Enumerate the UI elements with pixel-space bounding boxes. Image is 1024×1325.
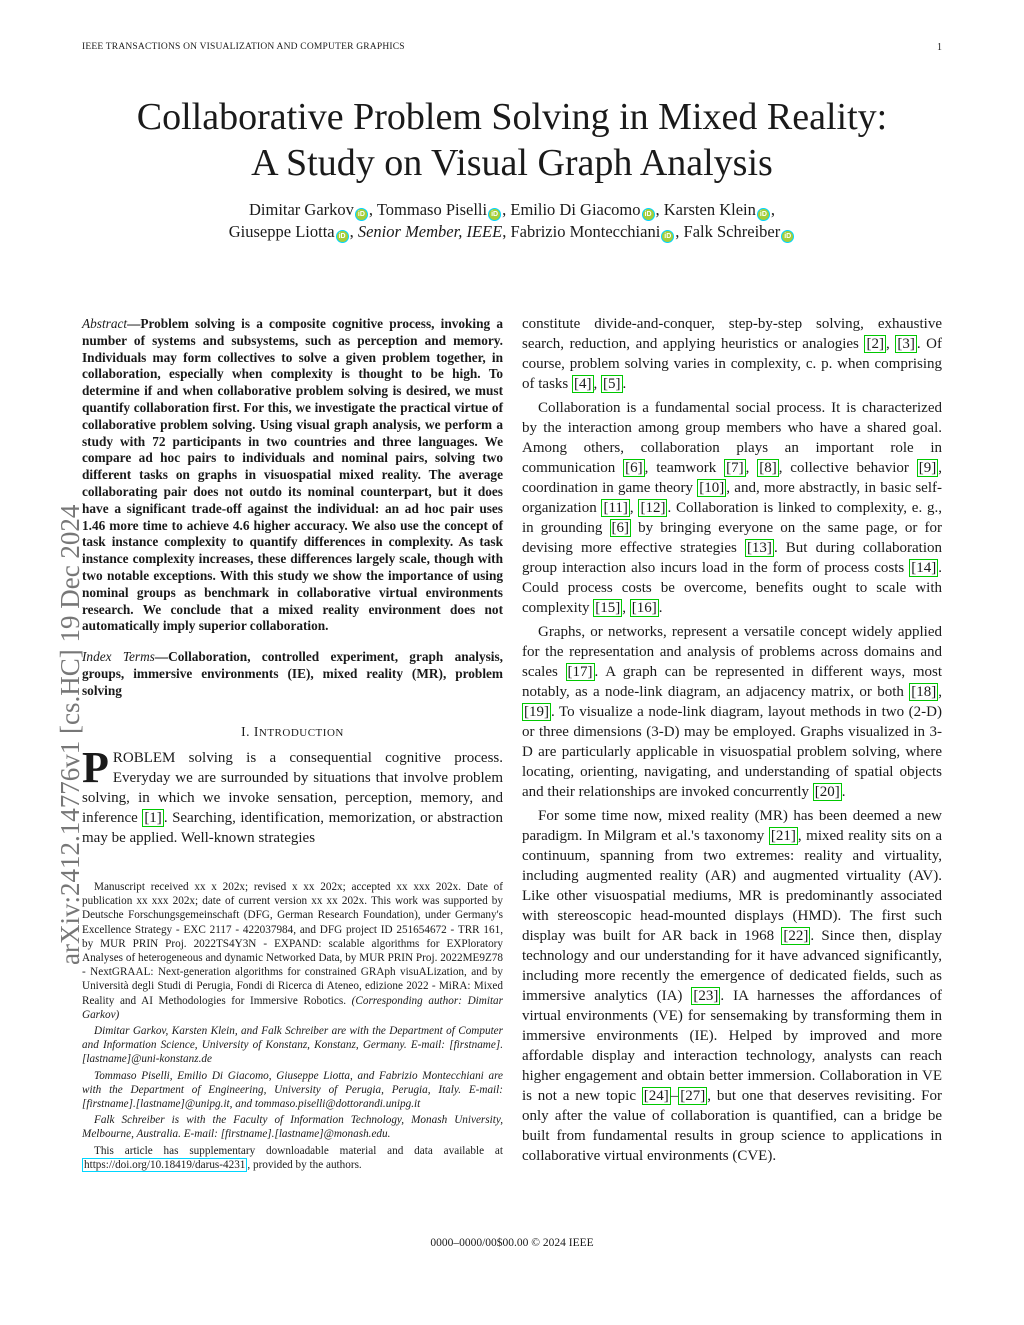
index-terms-text: —Collaboration, controlled experiment, graph analysis, groups, immersive environments (IE), mixed reality (MR), problem solving bbox=[82, 649, 503, 698]
citation-link[interactable]: [12] bbox=[640, 500, 666, 516]
citation-link[interactable]: [6] bbox=[611, 520, 630, 536]
index-terms-label: Index Terms bbox=[82, 649, 155, 665]
text-run: . bbox=[841, 784, 846, 800]
funding-footnote bbox=[82, 880, 503, 1022]
drop-cap: P bbox=[82, 742, 109, 792]
affiliation-footnote: Dimitar Garkov, Karsten Klein, and Falk Schreiber are with the Department of Computer and Information Science, University of Konstanz, Konstanz, Germany. E-mail: [firstname].[lastname]@uni-konstanz.de bbox=[82, 1025, 503, 1066]
abstract-text: —Problem solving is a composite cognitive process, invoking a number of systems and subsystems, such as perception and memory. Individuals may form collectives to solve a given problem together, in collaboration, especially when complexity is thought to be high. To determine if and when collaborative problem solving is desired, we must quantify collaboration first. For this, we investigate the practical virtue of collaborative problem solving. Using visual graph analysis, we perform a study with 72 participants in two countries and three languages. We compare ad hoc pairs to individuals and nominal pairs, solving two different tasks on graphs in visuospatial mixed reality. The average collaborating pair does not outdo its nominal counterpart, but it does have a significant trade-off against the individual: an ad hoc pair uses 1.46 more time to achieve 4.6 higher accuracy. We also use the concept of task instance complexity to quantify differences in complexity. As task instance complexity increases, these differences largely scale, though with two notable exceptions. With this study we show the importance of using nominal groups as benchmark in collaborative virtual environments research. We conclude that a mixed reality environment does not automatically imply superior collaboration. bbox=[82, 316, 503, 634]
author-line-1: Dimitar Garkov iD , Tommaso Piselli iD , Emilio Di Giacomo iD , Karsten Klein iD , bbox=[248, 200, 775, 219]
index-terms bbox=[82, 649, 503, 699]
text-run: . Searching, identification, memorization, or abstraction may be applied. Well-known strategies bbox=[82, 809, 503, 846]
text-run: by bringing everyone on the same page, or for devising more effective strategies bbox=[522, 520, 942, 556]
citation-link[interactable]: [10] bbox=[699, 480, 725, 496]
orcid-icon[interactable]: iD bbox=[757, 208, 770, 221]
title-line-2: A Study on Visual Graph Analysis bbox=[251, 142, 773, 184]
corresponding-author: (Corresponding author: Dimitar Garkov) bbox=[82, 994, 503, 1021]
footnotes bbox=[82, 880, 503, 1174]
author-name: Giuseppe Liotta bbox=[228, 222, 335, 241]
copyright-footer: 0000–0000/00$00.00 © 2024 IEEE bbox=[430, 1237, 594, 1249]
text-run: Collaboration is a fundamental social process. It is characterized by the interaction among group members who have a shared goal. Among others, collaboration plays an important role in communication bbox=[522, 400, 942, 476]
paragraph bbox=[522, 398, 942, 618]
text-run: , bbox=[885, 336, 896, 352]
text-run: . Collaboration is linked to complexity, e. g., in grounding bbox=[522, 500, 942, 536]
author-line-2: Giuseppe Liotta iD , Senior Member, IEEE, Fabrizio Montecchiani iD , Falk Schreiber iD bbox=[0, 221, 1024, 243]
citation-link[interactable]: [5] bbox=[603, 376, 621, 392]
citation-link[interactable]: [24] bbox=[643, 1088, 669, 1104]
text-run: . Could process costs be overcome, benefits ought to scale with complexity bbox=[522, 560, 942, 616]
text-run: ROBLEM solving is a consequential cognitive process. Everyday we are surrounded by situations that involve problem solving, in which we invoke sensation, perception, memory, and inference bbox=[82, 749, 503, 826]
intro-paragraph bbox=[82, 742, 503, 848]
abstract-label: Abstract bbox=[82, 316, 128, 331]
text-run: , bbox=[938, 684, 942, 700]
text-run: , bbox=[629, 500, 639, 516]
text-run: , bbox=[593, 376, 601, 392]
text-run: , and, more abstractly, in basic self-organization bbox=[522, 480, 942, 516]
left-column bbox=[82, 316, 503, 848]
author-name: Falk Schreiber bbox=[683, 222, 781, 241]
paragraph bbox=[522, 622, 942, 802]
orcid-icon[interactable]: iD bbox=[355, 208, 368, 221]
citation-link[interactable]: [22] bbox=[783, 928, 809, 944]
citation-link[interactable]: [9] bbox=[918, 460, 937, 476]
text-run: Graphs, or networks, represent a versatile concept widely applied for the representation and analysis of problems across domains and scales bbox=[522, 624, 942, 680]
section-title-rest: NTRODUCTION bbox=[258, 726, 344, 739]
citation-link[interactable]: [15] bbox=[595, 600, 621, 616]
orcid-icon[interactable]: iD bbox=[781, 230, 794, 243]
author-role: Senior Member, IEEE bbox=[357, 222, 503, 241]
text-run: . But during collaboration group interaction also incurs load in the form of process costs bbox=[522, 540, 942, 576]
author-name: Tommaso Piselli bbox=[376, 200, 488, 219]
text-run: . bbox=[622, 376, 627, 392]
orcid-icon[interactable]: iD bbox=[661, 230, 674, 243]
text-run: Manuscript received xx x 202x; revised x xx 202x; accepted xx xxx 202x. Date of publication xx xxx 202x; date of current version xx xx 202x. This work was supported by Deutsche Forschungsgemeinschaft (DFG, German Research Foundation), under Germany's Excellence Strategy - EXC 2117 - 422037984, and DFG project ID 251654672 - TRR 161, by MUR PRIN Proj. 2022TS4Y3N - EXPAND: scalable algorithms for EXPloratory Analyses of heterogeneous and dynamic Networked Data, by MUR PRIN Proj. 2022ME9Z78 - NextGRAAL: Next-generation algorithms for constrained GRAph visuALization, and by Università degli Studi di Perugia, Fondi di Ricerca di Ateneo, edizione 2022 - MiRA: Mixed Reality and AI Methodologies for Immersive Robotics. bbox=[82, 881, 503, 1007]
citation-link[interactable]: [20] bbox=[814, 784, 840, 800]
page-number: 1 bbox=[937, 42, 942, 53]
text-run: . Since then, display technology and our understanding for it have advanced significantly, including more recently the emergence of dedicated fields, such as immersive analytics (IA) bbox=[522, 928, 942, 1004]
text-run: , teamwork bbox=[644, 460, 725, 476]
paper-title bbox=[0, 94, 1024, 186]
citation-link[interactable]: [3] bbox=[897, 336, 915, 352]
title-line-1: Collaborative Problem Solving in Mixed Reality: bbox=[136, 96, 888, 138]
citation-link[interactable]: [8] bbox=[759, 460, 777, 476]
author-list bbox=[0, 199, 1024, 243]
author-name: Dimitar Garkov bbox=[248, 200, 354, 219]
text-run: . bbox=[658, 600, 663, 616]
arxiv-stamp: arXiv:2412.14776v1 [cs.HC] 19 Dec 2024 bbox=[55, 504, 85, 965]
orcid-icon[interactable]: iD bbox=[488, 208, 501, 221]
text-run: , coordination in game theory bbox=[522, 460, 943, 496]
author-name: Emilio Di Giacomo bbox=[510, 200, 641, 219]
citation-link[interactable]: [4] bbox=[574, 376, 592, 392]
text-run: . To visualize a node-link diagram, layout methods in two (2-D) or three dimensions (3-D) may be employed. Graphs visualized in 3-D are particularly applicable in visuospatial problem solving, where locating, orienting, navigating, and understanding of spatial objects and their relationships are invoked concurrently bbox=[522, 704, 942, 800]
text-run: – bbox=[670, 1088, 679, 1104]
section-title-initial: I bbox=[253, 723, 259, 739]
section-number: I. bbox=[241, 723, 254, 739]
author-name: Karsten Klein bbox=[663, 200, 756, 219]
citation-link[interactable]: [6] bbox=[625, 460, 643, 476]
citation-link[interactable]: [14] bbox=[911, 560, 937, 576]
author-name: Fabrizio Montecchiani bbox=[510, 222, 661, 241]
affiliation-footnote: Tommaso Piselli, Emilio Di Giacomo, Giuseppe Liotta, and Fabrizio Montecchiani are with the Department of Engineering, University of Perugia, Perugia, Italy. E-mail: [firstname].[lastname]@unipg.it, and tommaso.piselli@dottorandi.unipg.it bbox=[82, 1069, 503, 1111]
text-run: , collective behavior bbox=[778, 460, 917, 476]
citation-link[interactable]: [2] bbox=[866, 336, 884, 352]
orcid-icon[interactable]: iD bbox=[336, 230, 349, 243]
right-column bbox=[522, 314, 942, 1170]
text-run: , bbox=[622, 600, 630, 616]
abstract bbox=[82, 316, 503, 635]
running-head: IEEE TRANSACTIONS ON VISUALIZATION AND COMPUTER GRAPHICS bbox=[82, 42, 405, 52]
orcid-icon[interactable]: iD bbox=[642, 208, 655, 221]
text-run: , bbox=[745, 460, 758, 476]
text-run: , mixed reality sits on a continuum, spanning from two extremes: reality and virtuality, including augmented reality (AR) and augmented virtuality (AV). Like other visuospatial mediums, MR is predominantly associated with stereoscopic head-mounted displays (HMD). The first such display was built for AR back in 1968 bbox=[522, 828, 942, 944]
paragraph bbox=[522, 806, 942, 1166]
citation-link[interactable]: [7] bbox=[726, 460, 744, 476]
text-run: . IA harnesses the affordances of virtual environments (VE) for sensemaking by transforming them in immersive environments (IE). Helped by improved and more affordable display and interaction technology, analysts can reach higher engagement and obtain better immersion. Collaboration in VE is not a new topic bbox=[522, 988, 943, 1104]
doi-link[interactable]: https://doi.org/10.18419/darus-4231 bbox=[84, 1158, 246, 1171]
affiliation-footnote: Falk Schreiber is with the Faculty of Information Technology, Monash University, Melbourne, Australia. E-mail: [firstname].[lastname]@monash.edu. bbox=[82, 1114, 503, 1141]
text-run: , provided by the authors. bbox=[247, 1158, 362, 1171]
text-run: For some time now, mixed reality (MR) has been deemed a new paradigm. In Milgram et al.'s taxonomy bbox=[522, 808, 942, 844]
citation-link[interactable]: [18] bbox=[911, 684, 937, 700]
section-heading bbox=[82, 724, 503, 740]
text-run: constitute divide-and-conquer, step-by-step solving, exhaustive search, reduction, and applying heuristics or analogies bbox=[522, 316, 942, 352]
citation-link[interactable]: [16] bbox=[631, 600, 657, 616]
citation-link[interactable]: [23] bbox=[693, 988, 719, 1004]
citation-link[interactable]: [17] bbox=[567, 664, 593, 680]
text-run: , but one that deserves revisiting. For only after the value of collaboration is quantified, can a bridge be built from fundamental results in group science to applications in collaborative virtual environments (CVE). bbox=[522, 1088, 942, 1164]
supplementary-footnote bbox=[82, 1144, 503, 1172]
text-run: . A graph can be represented in different ways, most notably, as a node-link diagram, an adjacency matrix, or both bbox=[522, 664, 942, 700]
citation-link[interactable]: [27] bbox=[680, 1088, 706, 1104]
citation-link[interactable]: [13] bbox=[746, 540, 772, 556]
citation-link[interactable]: [1] bbox=[144, 809, 162, 826]
citation-link[interactable]: [21] bbox=[770, 828, 796, 844]
citation-link[interactable]: [11] bbox=[603, 500, 628, 516]
paragraph bbox=[522, 314, 942, 394]
citation-link[interactable]: [19] bbox=[524, 704, 549, 720]
text-run: This article has supplementary downloadable material and data available at bbox=[94, 1144, 503, 1157]
text-run: . Of course, problem solving varies in complexity, c. p. when comprising of tasks bbox=[522, 336, 943, 392]
